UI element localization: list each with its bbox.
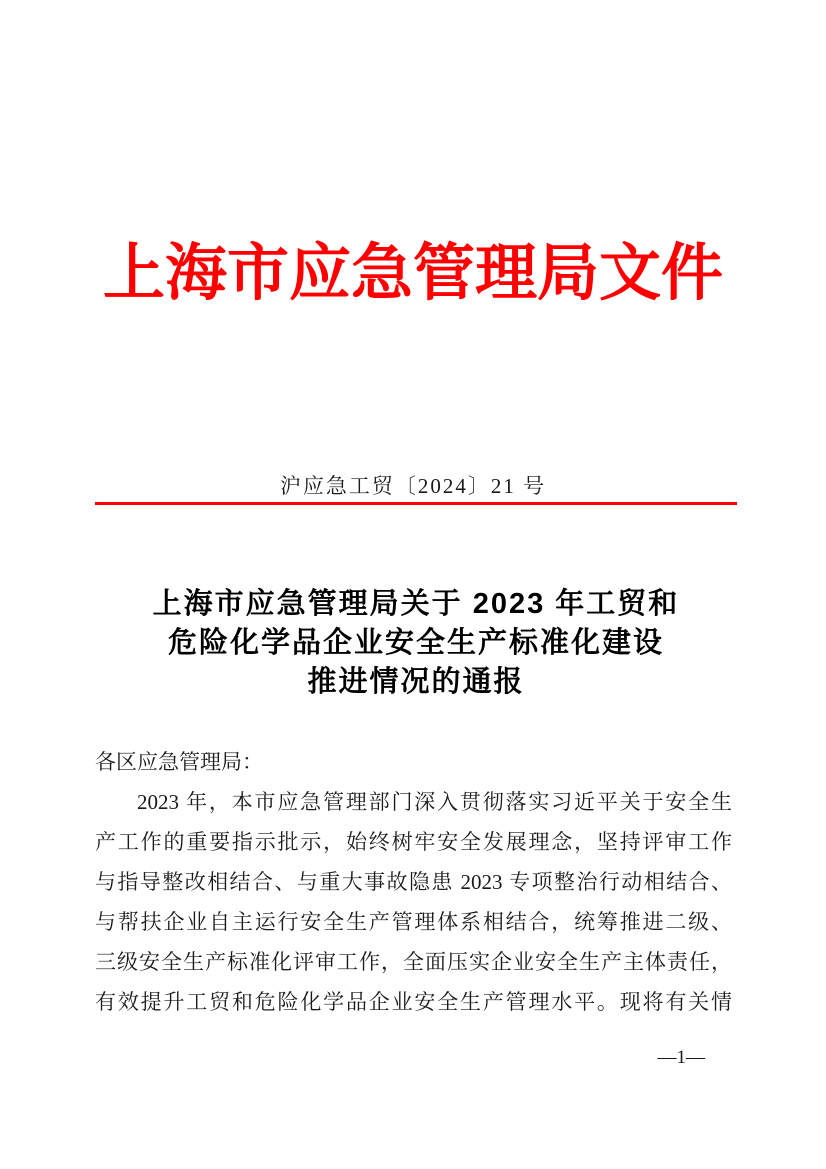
paragraph-line: 有效提升工贸和危险化学品企业安全生产管理水平。现将有关情 — [95, 990, 732, 1014]
salutation: 各区应急管理局： — [95, 750, 263, 774]
paragraph-line: 三级安全生产标准化评审工作，全面压实企业安全生产主体责任， — [95, 950, 732, 974]
paragraph-line: 产工作的重要指示批示，始终树牢安全发展理念，坚持评审工作 — [95, 830, 732, 854]
doc-number: 沪应急工贸〔2024〕21 号 — [279, 474, 547, 498]
document-title-line-2: 危险化学品企业安全生产标准化建设 — [167, 627, 664, 659]
paragraph-line: 2023 年，本市应急管理部门深入贯彻落实习近平关于安全生 — [137, 790, 732, 814]
document-title-line-1: 上海市应急管理局关于 2023 年工贸和 — [152, 588, 680, 620]
red-separator-rule — [95, 502, 737, 505]
document-title-line-3: 推进情况的通报 — [307, 666, 525, 698]
letterhead-title: 上海市应急管理局文件 — [102, 239, 723, 308]
body-text — [95, 742, 732, 1022]
page-number: —1— — [657, 1047, 705, 1068]
paragraph-line: 与帮扶企业自主运行安全生产管理体系相结合，统筹推进二级、 — [95, 910, 732, 934]
document-title — [95, 585, 737, 702]
paragraph-line: 与指导整改相结合、与重大事故隐患 2023 专项整治行动相结合、 — [95, 870, 732, 894]
